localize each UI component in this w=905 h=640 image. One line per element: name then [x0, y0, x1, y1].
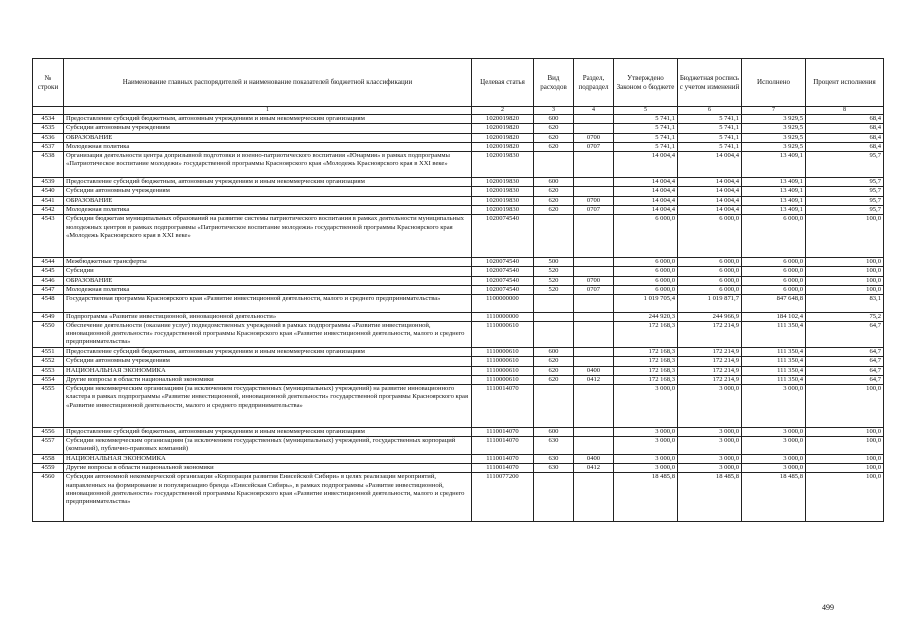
cell-list: 5 741,1 — [678, 115, 742, 124]
cell-target: 1110014070 — [472, 427, 534, 436]
cell-row-number: 4534 — [33, 115, 64, 124]
cell-executed: 3 000,0 — [742, 454, 806, 463]
cell-section — [574, 437, 614, 455]
table-row — [33, 454, 884, 463]
cell-percent: 100,0 — [806, 454, 884, 463]
cell-executed: 3 929,5 — [742, 115, 806, 124]
column-number — [33, 107, 64, 115]
cell-executed: 13 409,1 — [742, 196, 806, 205]
table-row — [33, 115, 884, 124]
cell-list: 3 000,0 — [678, 464, 742, 473]
cell-name: Предоставление субсидий бюджетным, автономным учреждениям и иным некоммерческим организациям — [64, 348, 472, 357]
cell-list: 172 214,9 — [678, 375, 742, 384]
cell-row-number: 4538 — [33, 152, 64, 178]
header-percent: Процент исполнения — [806, 59, 884, 107]
cell-approved: 172 168,3 — [614, 366, 678, 375]
cell-approved: 172 168,3 — [614, 375, 678, 384]
table-row — [33, 133, 884, 142]
cell-expense-type: 600 — [534, 427, 574, 436]
cell-name: ОБРАЗОВАНИЕ — [64, 196, 472, 205]
cell-name: ОБРАЗОВАНИЕ — [64, 276, 472, 285]
cell-section: 0707 — [574, 285, 614, 294]
cell-approved: 14 004,4 — [614, 206, 678, 215]
cell-target: 1020019830 — [472, 196, 534, 205]
cell-expense-type: 600 — [534, 115, 574, 124]
cell-executed: 18 485,8 — [742, 473, 806, 522]
cell-executed: 111 350,4 — [742, 375, 806, 384]
cell-target: 1110000610 — [472, 375, 534, 384]
cell-list: 6 000,0 — [678, 276, 742, 285]
cell-expense-type: 600 — [534, 348, 574, 357]
cell-name: Субсидии автономным учреждениям — [64, 124, 472, 133]
cell-list: 5 741,1 — [678, 133, 742, 142]
cell-expense-type — [534, 295, 574, 313]
cell-percent: 68,4 — [806, 115, 884, 124]
cell-percent: 100,0 — [806, 473, 884, 522]
cell-target: 1110000610 — [472, 322, 534, 348]
cell-expense-type: 500 — [534, 257, 574, 266]
cell-target: 1020019820 — [472, 142, 534, 151]
cell-executed: 111 350,4 — [742, 348, 806, 357]
cell-section — [574, 215, 614, 258]
cell-approved: 172 168,3 — [614, 322, 678, 348]
cell-row-number: 4557 — [33, 437, 64, 455]
table-row — [33, 124, 884, 133]
page-number: 499 — [822, 603, 834, 612]
cell-name: НАЦИОНАЛЬНАЯ ЭКОНОМИКА — [64, 366, 472, 375]
cell-row-number: 4540 — [33, 187, 64, 196]
cell-expense-type — [534, 152, 574, 178]
cell-row-number: 4537 — [33, 142, 64, 151]
cell-row-number: 4552 — [33, 357, 64, 366]
budget-table — [32, 58, 884, 522]
cell-name: Другие вопросы в области национальной экономики — [64, 375, 472, 384]
cell-target: 1020074540 — [472, 267, 534, 276]
cell-target: 1020019830 — [472, 178, 534, 187]
cell-executed: 3 000,0 — [742, 437, 806, 455]
table-row — [33, 357, 884, 366]
cell-name: ОБРАЗОВАНИЕ — [64, 133, 472, 142]
cell-row-number: 4560 — [33, 473, 64, 522]
cell-name: Субсидии автономным учреждениям — [64, 357, 472, 366]
cell-percent: 83,1 — [806, 295, 884, 313]
cell-list: 3 000,0 — [678, 385, 742, 428]
cell-expense-type: 620 — [534, 196, 574, 205]
cell-approved: 18 485,8 — [614, 473, 678, 522]
cell-approved: 6 000,0 — [614, 215, 678, 258]
cell-target: 1020019830 — [472, 152, 534, 178]
cell-approved: 3 000,0 — [614, 464, 678, 473]
header-name: Наименование главных распорядителей и наименование показателей бюджетной классификации — [64, 59, 472, 107]
table-row — [33, 187, 884, 196]
cell-approved: 14 004,4 — [614, 152, 678, 178]
cell-row-number: 4559 — [33, 464, 64, 473]
cell-section: 0400 — [574, 366, 614, 375]
cell-target: 1020074540 — [472, 257, 534, 266]
cell-row-number: 4548 — [33, 295, 64, 313]
cell-executed: 13 409,1 — [742, 152, 806, 178]
cell-target: 1020074540 — [472, 285, 534, 294]
cell-list: 172 214,9 — [678, 322, 742, 348]
cell-list: 14 004,4 — [678, 178, 742, 187]
cell-approved: 3 000,0 — [614, 385, 678, 428]
cell-row-number: 4535 — [33, 124, 64, 133]
cell-expense-type: 520 — [534, 285, 574, 294]
cell-name: Подпрограмма «Развитие инвестиционной, инновационной деятельности» — [64, 312, 472, 321]
column-number: 1 — [64, 107, 472, 115]
cell-name: Предоставление субсидий бюджетным, автономным учреждениям и иным некоммерческим организациям — [64, 427, 472, 436]
cell-percent: 100,0 — [806, 276, 884, 285]
cell-approved: 5 741,1 — [614, 124, 678, 133]
cell-list: 18 485,8 — [678, 473, 742, 522]
cell-section — [574, 257, 614, 266]
cell-target: 1110000610 — [472, 366, 534, 375]
cell-percent: 100,0 — [806, 385, 884, 428]
cell-expense-type — [534, 215, 574, 258]
cell-name: Предоставление субсидий бюджетным, автономным учреждениям и иным некоммерческим организациям — [64, 115, 472, 124]
cell-row-number: 4555 — [33, 385, 64, 428]
column-number: 2 — [472, 107, 534, 115]
table-row — [33, 206, 884, 215]
cell-percent: 68,4 — [806, 124, 884, 133]
cell-name: Молодежная политика — [64, 206, 472, 215]
cell-approved: 3 000,0 — [614, 454, 678, 463]
cell-section — [574, 178, 614, 187]
column-number: 7 — [742, 107, 806, 115]
cell-name: НАЦИОНАЛЬНАЯ ЭКОНОМИКА — [64, 454, 472, 463]
cell-target: 1100000000 — [472, 295, 534, 313]
cell-executed: 13 409,1 — [742, 178, 806, 187]
cell-name: Государственная программа Красноярского края «Развитие инвестиционной деятельности, малого и среднего предпринимательства» — [64, 295, 472, 313]
cell-name: Предоставление субсидий бюджетным, автономным учреждениям и иным некоммерческим организациям — [64, 178, 472, 187]
cell-name: Субсидии некоммерческим организациям (за исключением государственных (муниципальных) учреждений) на развитие инновационного кластера в рамках подпрограммы «Развитие инвестиционной, инновационной деятельности» государственной программы Красноярского края «Развитие инвестиционной деятельности, малого и среднего предпринимательства» — [64, 385, 472, 428]
cell-list: 14 004,4 — [678, 152, 742, 178]
cell-name: Молодежная политика — [64, 142, 472, 151]
cell-name: Субсидии автономным учреждениям — [64, 187, 472, 196]
cell-executed: 13 409,1 — [742, 206, 806, 215]
cell-target: 1110014070 — [472, 385, 534, 428]
cell-expense-type — [534, 312, 574, 321]
cell-row-number: 4558 — [33, 454, 64, 463]
cell-row-number: 4554 — [33, 375, 64, 384]
cell-executed: 3 929,5 — [742, 142, 806, 151]
table-row — [33, 267, 884, 276]
cell-section: 0700 — [574, 196, 614, 205]
cell-target: 1020019820 — [472, 133, 534, 142]
cell-expense-type — [534, 473, 574, 522]
table-row — [33, 196, 884, 205]
cell-target: 1020019820 — [472, 115, 534, 124]
header-expense-type: Вид расходов — [534, 59, 574, 107]
cell-expense-type: 620 — [534, 375, 574, 384]
cell-list: 172 214,9 — [678, 357, 742, 366]
column-number: 3 — [534, 107, 574, 115]
cell-percent: 100,0 — [806, 285, 884, 294]
cell-list: 14 004,4 — [678, 206, 742, 215]
cell-approved: 14 004,4 — [614, 178, 678, 187]
table-row — [33, 348, 884, 357]
cell-row-number: 4545 — [33, 267, 64, 276]
cell-approved: 14 004,4 — [614, 187, 678, 196]
table-row — [33, 312, 884, 321]
column-number: 6 — [678, 107, 742, 115]
cell-list: 172 214,9 — [678, 366, 742, 375]
header-target: Целевая статья — [472, 59, 534, 107]
cell-expense-type — [534, 322, 574, 348]
table-row — [33, 464, 884, 473]
cell-section — [574, 267, 614, 276]
cell-expense-type: 630 — [534, 464, 574, 473]
cell-section: 0412 — [574, 375, 614, 384]
cell-expense-type: 520 — [534, 267, 574, 276]
cell-section: 0700 — [574, 133, 614, 142]
header-approved: Утверждено Законом о бюджете — [614, 59, 678, 107]
cell-list: 3 000,0 — [678, 454, 742, 463]
column-number-row — [33, 107, 884, 115]
cell-expense-type: 600 — [534, 178, 574, 187]
cell-executed: 3 929,5 — [742, 133, 806, 142]
cell-target: 1110000000 — [472, 312, 534, 321]
cell-executed: 6 000,0 — [742, 215, 806, 258]
cell-percent: 75,2 — [806, 312, 884, 321]
cell-executed: 111 350,4 — [742, 366, 806, 375]
cell-section: 0707 — [574, 206, 614, 215]
cell-approved: 14 004,4 — [614, 196, 678, 205]
cell-target: 1110014070 — [472, 464, 534, 473]
cell-target: 1020019820 — [472, 124, 534, 133]
cell-target: 1020019830 — [472, 206, 534, 215]
cell-approved: 6 000,0 — [614, 267, 678, 276]
table-row — [33, 427, 884, 436]
cell-list: 6 000,0 — [678, 285, 742, 294]
cell-executed: 6 000,0 — [742, 285, 806, 294]
table-row — [33, 295, 884, 313]
table-row — [33, 366, 884, 375]
cell-name: Субсидии некоммерческим организациям (за исключением государственных (муниципальных) учреждений, государственных корпораций (компаний), публично-правовых компаний) — [64, 437, 472, 455]
cell-name: Организация деятельности центра допризывной подготовки и военно-патриотического воспитания «Юнармия» в рамках подпрограммы «Патриотическое воспитание молодежи» государственной программы Красноярского края «Молодежь Красноярского края в XXI веке» — [64, 152, 472, 178]
cell-expense-type: 620 — [534, 366, 574, 375]
cell-percent: 95,7 — [806, 196, 884, 205]
cell-row-number: 4541 — [33, 196, 64, 205]
cell-approved: 172 168,3 — [614, 357, 678, 366]
table-row — [33, 152, 884, 178]
cell-expense-type — [534, 385, 574, 428]
column-number: 5 — [614, 107, 678, 115]
table-row — [33, 257, 884, 266]
cell-section: 0707 — [574, 142, 614, 151]
cell-percent: 100,0 — [806, 427, 884, 436]
cell-name: Субсидии бюджетам муниципальных образований на развитие системы патриотического воспитания в рамках деятельности муниципальных молодежных центров в рамках подпрограммы «Патриотическое воспитание молодежи» государственной программы Красноярского края «Молодежь Красноярского края в XXI веке» — [64, 215, 472, 258]
cell-list: 14 004,4 — [678, 196, 742, 205]
cell-section — [574, 124, 614, 133]
cell-percent: 100,0 — [806, 464, 884, 473]
header-row-no: № строки — [33, 59, 64, 107]
cell-list: 5 741,1 — [678, 142, 742, 151]
cell-percent: 95,7 — [806, 206, 884, 215]
cell-approved: 1 019 705,4 — [614, 295, 678, 313]
cell-executed: 847 648,8 — [742, 295, 806, 313]
cell-executed: 6 000,0 — [742, 267, 806, 276]
cell-row-number: 4542 — [33, 206, 64, 215]
cell-approved: 244 920,3 — [614, 312, 678, 321]
cell-target: 1110077200 — [472, 473, 534, 522]
cell-approved: 5 741,1 — [614, 133, 678, 142]
cell-section — [574, 152, 614, 178]
cell-row-number: 4539 — [33, 178, 64, 187]
cell-row-number: 4556 — [33, 427, 64, 436]
cell-executed: 184 102,4 — [742, 312, 806, 321]
cell-percent: 64,7 — [806, 348, 884, 357]
cell-name: Субсидии — [64, 267, 472, 276]
column-number: 4 — [574, 107, 614, 115]
table-row — [33, 178, 884, 187]
cell-section — [574, 473, 614, 522]
cell-percent: 100,0 — [806, 215, 884, 258]
cell-row-number: 4550 — [33, 322, 64, 348]
cell-row-number: 4536 — [33, 133, 64, 142]
cell-executed: 6 000,0 — [742, 257, 806, 266]
cell-expense-type: 630 — [534, 437, 574, 455]
cell-name: Молодежная политика — [64, 285, 472, 294]
cell-approved: 172 168,3 — [614, 348, 678, 357]
cell-percent: 100,0 — [806, 437, 884, 455]
cell-row-number: 4547 — [33, 285, 64, 294]
cell-section — [574, 322, 614, 348]
cell-list: 3 000,0 — [678, 437, 742, 455]
cell-list: 6 000,0 — [678, 267, 742, 276]
cell-section — [574, 357, 614, 366]
table-row — [33, 385, 884, 428]
header-list: Бюджетная роспись с учетом изменений — [678, 59, 742, 107]
cell-approved: 6 000,0 — [614, 285, 678, 294]
cell-percent: 95,7 — [806, 152, 884, 178]
cell-executed: 6 000,0 — [742, 276, 806, 285]
cell-list: 3 000,0 — [678, 427, 742, 436]
cell-section — [574, 348, 614, 357]
cell-percent: 100,0 — [806, 267, 884, 276]
header-section: Раздел, подраздел — [574, 59, 614, 107]
table-row — [33, 473, 884, 522]
cell-percent: 64,7 — [806, 375, 884, 384]
cell-section: 0400 — [574, 454, 614, 463]
cell-section — [574, 187, 614, 196]
cell-target: 1110014070 — [472, 454, 534, 463]
cell-expense-type: 620 — [534, 124, 574, 133]
cell-percent: 64,7 — [806, 322, 884, 348]
cell-section — [574, 295, 614, 313]
cell-target: 1110014070 — [472, 437, 534, 455]
cell-section: 0700 — [574, 276, 614, 285]
cell-executed: 3 000,0 — [742, 427, 806, 436]
cell-row-number: 4546 — [33, 276, 64, 285]
cell-expense-type: 620 — [534, 187, 574, 196]
cell-percent: 95,7 — [806, 187, 884, 196]
cell-list: 244 966,9 — [678, 312, 742, 321]
cell-target: 1020074540 — [472, 215, 534, 258]
cell-approved: 5 741,1 — [614, 115, 678, 124]
table-row — [33, 322, 884, 348]
cell-list: 172 214,9 — [678, 348, 742, 357]
cell-row-number: 4551 — [33, 348, 64, 357]
cell-section — [574, 385, 614, 428]
cell-executed: 3 929,5 — [742, 124, 806, 133]
cell-expense-type: 620 — [534, 357, 574, 366]
cell-expense-type: 620 — [534, 133, 574, 142]
cell-name: Обеспечение деятельности (оказание услуг) подведомственных учреждений в рамках подпрограммы «Развитие инвестиционной, инновационной деятельности» государственной программы Красноярского края «Развитие инвестиционной деятельности, малого и среднего предпринимательства» — [64, 322, 472, 348]
cell-expense-type: 520 — [534, 276, 574, 285]
cell-approved: 5 741,1 — [614, 142, 678, 151]
cell-percent: 64,7 — [806, 357, 884, 366]
table-row — [33, 142, 884, 151]
cell-expense-type: 620 — [534, 142, 574, 151]
cell-list: 5 741,1 — [678, 124, 742, 133]
cell-list: 1 019 871,7 — [678, 295, 742, 313]
cell-executed: 3 000,0 — [742, 464, 806, 473]
cell-section: 0412 — [574, 464, 614, 473]
cell-expense-type: 630 — [534, 454, 574, 463]
cell-section — [574, 115, 614, 124]
cell-list: 14 004,4 — [678, 187, 742, 196]
cell-target: 1020019830 — [472, 187, 534, 196]
cell-target: 1020074540 — [472, 276, 534, 285]
cell-name: Субсидия автономной некоммерческой организации «Корпорация развития Енисейской Сибири» в целях реализации мероприятий, направленных на формирование и популяризацию бренда «Енисейская Сибирь», в рамках подпрограммы «Развитие инвестиционной, инновационной деятельности» государственной программы Красноярского края «Развитие инвестиционной деятельности, малого и среднего предпринимательства» — [64, 473, 472, 522]
cell-row-number: 4544 — [33, 257, 64, 266]
table-row — [33, 285, 884, 294]
cell-name: Другие вопросы в области национальной экономики — [64, 464, 472, 473]
cell-percent: 68,4 — [806, 133, 884, 142]
cell-approved: 6 000,0 — [614, 276, 678, 285]
cell-section — [574, 427, 614, 436]
cell-list: 6 000,0 — [678, 257, 742, 266]
cell-approved: 6 000,0 — [614, 257, 678, 266]
cell-row-number: 4543 — [33, 215, 64, 258]
cell-executed: 111 350,4 — [742, 322, 806, 348]
cell-target: 1110000610 — [472, 348, 534, 357]
table-row — [33, 215, 884, 258]
cell-approved: 3 000,0 — [614, 437, 678, 455]
cell-approved: 3 000,0 — [614, 427, 678, 436]
cell-row-number: 4549 — [33, 312, 64, 321]
table-row — [33, 276, 884, 285]
cell-executed: 111 350,4 — [742, 357, 806, 366]
cell-expense-type: 620 — [534, 206, 574, 215]
cell-percent: 64,7 — [806, 366, 884, 375]
cell-name: Межбюджетные трансферты — [64, 257, 472, 266]
cell-executed: 13 409,1 — [742, 187, 806, 196]
cell-percent: 68,4 — [806, 142, 884, 151]
cell-target: 1110000610 — [472, 357, 534, 366]
header-row — [33, 59, 884, 107]
cell-percent: 100,0 — [806, 257, 884, 266]
cell-section — [574, 312, 614, 321]
cell-percent: 95,7 — [806, 178, 884, 187]
cell-list: 6 000,0 — [678, 215, 742, 258]
table-row — [33, 437, 884, 455]
column-number: 8 — [806, 107, 884, 115]
cell-executed: 3 000,0 — [742, 385, 806, 428]
table-body — [33, 115, 884, 522]
header-executed: Исполнено — [742, 59, 806, 107]
table-row — [33, 375, 884, 384]
cell-row-number: 4553 — [33, 366, 64, 375]
